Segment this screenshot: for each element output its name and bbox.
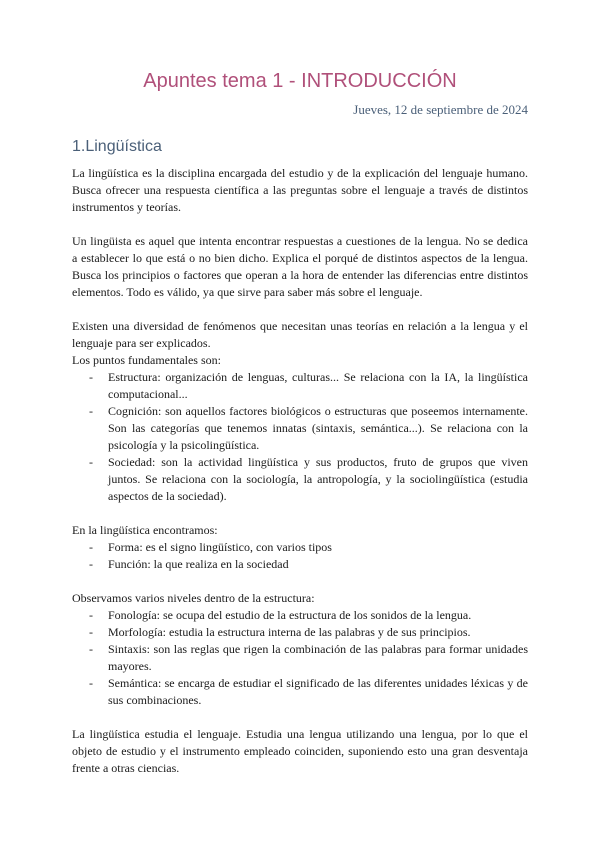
- list-item: - Sintaxis: son las reglas que rigen la combinación de las palabras para formar unidades mayores.: [108, 641, 528, 675]
- section-heading: 1.Lingüística: [72, 138, 162, 155]
- paragraph-fundamental-points: Los puntos fundamentales son:: [72, 353, 221, 367]
- list-item: - Estructura: organización de lenguas, culturas... Se relaciona con la IA, la lingüística computacional...: [108, 369, 528, 403]
- paragraph-conclusion: La lingüística estudia el lenguaje. Estudia una lengua utilizando una lengua, por lo que el objeto de estudio y el instrumento empleado coinciden, suponiendo esto una gran desventaja frente a otras ciencias.: [72, 727, 528, 775]
- paragraph-definition: La lingüística es la disciplina encargada del estudio y de la explicación del lenguaje humano. Busca ofrecer una respuesta científica a las preguntas sobre el lenguaje a través de distintos instrumentos y teorías.: [72, 166, 528, 214]
- paragraph-levels: Observamos varios niveles dentro de la estructura:: [72, 591, 315, 605]
- list-item: - Cognición: son aquellos factores biológicos o estructuras que poseemos internamente. Son las categorías que tenemos innatas (sintaxis, semántica...). Se relaciona con la psicología y la psicolingüística.: [108, 403, 528, 454]
- document-date: Jueves, 12 de septiembre de 2024: [353, 102, 528, 117]
- form-function-list: [72, 539, 528, 573]
- document-title: Apuntes tema 1 - INTRODUCCIÓN: [143, 70, 457, 92]
- list-item: - Semántica: se encarga de estudiar el significado de las diferentes unidades léxicas y de sus combinaciones.: [108, 675, 528, 709]
- structure-levels-list: [72, 607, 528, 709]
- fundamental-points-list: [72, 369, 528, 505]
- list-item: - Fonología: se ocupa del estudio de la estructura de los sonidos de la lengua.: [108, 607, 528, 624]
- paragraph-phenomena: Existen una diversidad de fenómenos que necesitan unas teorías en relación a la lengua y el lenguaje para ser explicados.: [72, 319, 528, 350]
- paragraph-we-find: En la lingüística encontramos:: [72, 523, 218, 537]
- list-item: - Forma: es el signo lingüístico, con varios tipos: [108, 539, 528, 556]
- document-body: [72, 138, 528, 777]
- list-item: - Morfología: estudia la estructura interna de las palabras y de sus principios.: [108, 624, 528, 641]
- paragraph-linguist: Un lingüista es aquel que intenta encontrar respuestas a cuestiones de la lengua. No se dedica a establecer lo que está o no bien dicho. Explica el porqué de distintos aspectos de la lengua. Busca los principios o factores que operan a la hora de entender las diferencias entre distintos elementos. Todo es válido, ya que sirve para saber más sobre el lenguaje.: [72, 234, 528, 299]
- list-item: - Sociedad: son la actividad lingüística y sus productos, fruto de grupos que viven juntos. Se relaciona con la sociología, la antropología, y la sociolingüística (estudia aspectos de la sociedad).: [108, 454, 528, 505]
- list-item: - Función: la que realiza en la sociedad: [108, 556, 528, 573]
